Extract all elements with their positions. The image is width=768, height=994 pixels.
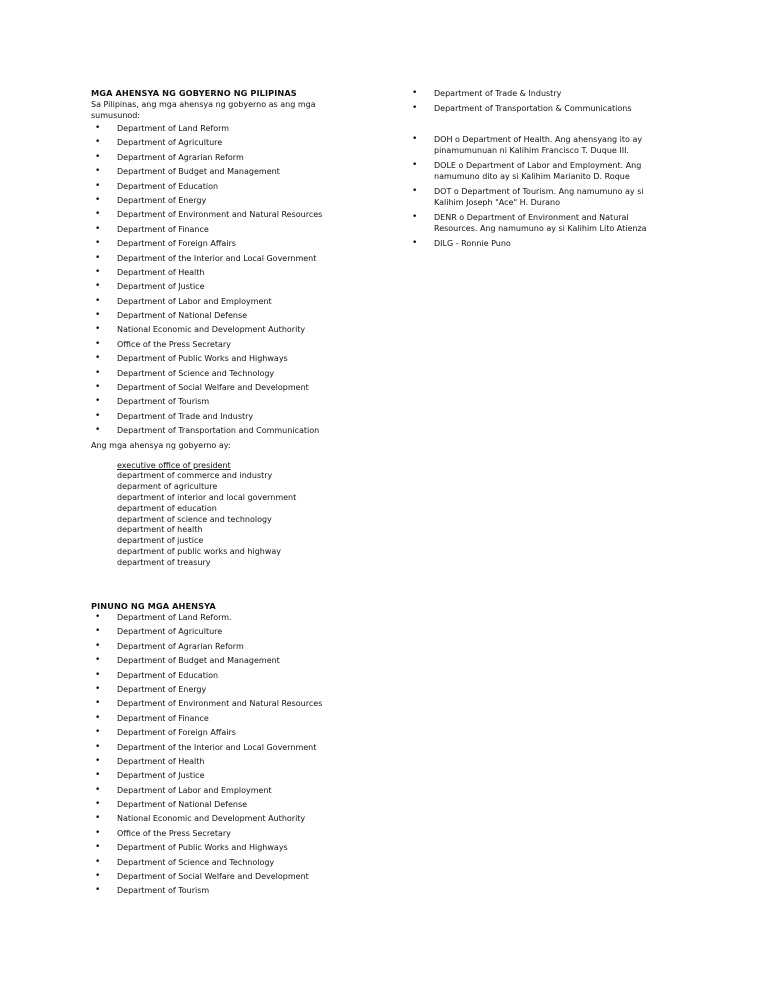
bullet-icon: • xyxy=(95,209,101,220)
list-item xyxy=(91,612,351,626)
bullet-icon: • xyxy=(95,266,101,277)
list-item xyxy=(91,310,351,324)
right-list-top xyxy=(408,88,668,114)
bullet-icon: • xyxy=(95,238,101,249)
bullet-icon: • xyxy=(95,410,101,421)
list-item xyxy=(408,212,668,234)
bullet-icon: • xyxy=(95,683,101,694)
list-item-label: Department of Social Welfare and Development xyxy=(117,383,309,393)
list-item xyxy=(91,296,351,310)
bullet-icon: • xyxy=(95,252,101,263)
bullet-icon: • xyxy=(95,784,101,795)
list-item xyxy=(91,857,351,871)
list-item xyxy=(91,224,351,238)
list-item-label: Department of National Defense xyxy=(117,800,248,810)
bullet-icon: • xyxy=(95,194,101,205)
list-item-label: Department of the Interior and Local Government xyxy=(117,253,317,263)
list-item xyxy=(91,195,351,209)
bullet-icon: • xyxy=(95,871,101,882)
list-item xyxy=(408,160,668,182)
list-item-label: Department of Finance xyxy=(117,224,209,234)
list-item-label: DOH o Department of Health. Ang ahensyang ito ay pinamumunuan ni Kalihim Francisco T. Duque III. xyxy=(434,135,643,155)
right-list-bottom xyxy=(408,134,668,249)
list-item xyxy=(91,396,351,410)
bullet-icon: • xyxy=(95,626,101,637)
section-heading: MGA AHENSYA NG GOBYERNO NG PILIPINAS xyxy=(91,88,297,98)
list-item-label: Department of Social Welfare and Development xyxy=(117,872,309,882)
bullet-icon: • xyxy=(95,842,101,853)
list-item xyxy=(91,324,351,338)
bullet-icon: • xyxy=(95,151,101,162)
bullet-icon: • xyxy=(95,813,101,824)
bullet-icon: • xyxy=(95,612,101,622)
list-item-label: Department of Science and Technology xyxy=(117,857,275,867)
list-item xyxy=(91,382,351,396)
bullet-icon: • xyxy=(95,827,101,838)
list-item xyxy=(91,238,351,252)
bullet-icon: • xyxy=(412,186,418,196)
bullet-icon: • xyxy=(95,640,101,651)
agency-list xyxy=(91,123,351,440)
list-item-label: Department of Budget and Management xyxy=(117,167,280,177)
spacer xyxy=(408,118,668,134)
plain-list-item: department of justice xyxy=(117,536,204,546)
plain-list-item: department of commerce and industry xyxy=(117,471,273,481)
bullet-icon: • xyxy=(95,367,101,378)
bullet-icon: • xyxy=(412,238,418,248)
bullet-icon: • xyxy=(95,856,101,867)
plain-list-item: deparment of agriculture xyxy=(117,482,218,492)
bullet-icon: • xyxy=(95,281,101,292)
list-item xyxy=(91,885,351,899)
list-item xyxy=(91,123,351,137)
list-item xyxy=(408,134,668,156)
list-item-label: Department of Energy xyxy=(117,684,207,694)
list-item xyxy=(91,626,351,640)
list-item-label: Department of Agrarian Reform xyxy=(117,152,244,162)
list-item xyxy=(91,281,351,295)
list-item xyxy=(91,670,351,684)
section-heading-leaders: PINUNO NG MGA AHENSYA xyxy=(91,601,216,611)
bullet-icon: • xyxy=(95,223,101,234)
bullet-icon: • xyxy=(95,727,101,738)
list-item-label: Department of Agriculture xyxy=(117,138,223,148)
list-item-label: Department of Foreign Affairs xyxy=(117,728,236,738)
bullet-icon: • xyxy=(95,799,101,810)
list-item xyxy=(91,713,351,727)
list-item-label: Department of Justice xyxy=(117,771,205,781)
list-item-label: Office of the Press Secretary xyxy=(117,828,231,838)
bullet-icon: • xyxy=(95,755,101,766)
plain-list-item: department of public works and highway xyxy=(117,546,282,556)
bullet-icon: • xyxy=(95,166,101,177)
list-item-label: National Economic and Development Authority xyxy=(117,814,306,824)
list-item-label: Department of the Interior and Local Government xyxy=(117,742,317,752)
list-item xyxy=(91,742,351,756)
bullet-icon: • xyxy=(412,160,418,170)
bullet-icon: • xyxy=(95,137,101,148)
list-item-label: Department of Trade & Industry xyxy=(434,89,562,98)
bullet-icon: • xyxy=(95,655,101,666)
list-item xyxy=(91,813,351,827)
list-item xyxy=(408,88,668,99)
plain-list-item: executive office of president xyxy=(117,460,231,470)
list-item xyxy=(91,655,351,669)
sub-intro-text: Ang mga ahensya ng gobyerno ay: xyxy=(91,440,231,450)
list-item xyxy=(91,756,351,770)
list-item-label: Department of Public Works and Highways xyxy=(117,354,288,364)
bullet-icon: • xyxy=(95,382,101,393)
bullet-icon: • xyxy=(95,353,101,364)
list-item-label: Department of Education xyxy=(117,670,219,680)
bullet-icon: • xyxy=(95,741,101,752)
bullet-icon: • xyxy=(95,396,101,407)
list-item-label: Department of Land Reform xyxy=(117,124,230,133)
list-item xyxy=(91,368,351,382)
list-item-label: Department of Science and Technology xyxy=(117,368,275,378)
list-item-label: Department of Environment and Natural Resources xyxy=(117,699,323,709)
bullet-icon: • xyxy=(412,88,418,98)
bullet-icon: • xyxy=(95,338,101,349)
list-item-label: Department of Finance xyxy=(117,713,209,723)
bullet-icon: • xyxy=(95,712,101,723)
list-item-label: Department of Public Works and Highways xyxy=(117,843,288,853)
list-item xyxy=(91,727,351,741)
list-item-label: Department of Energy xyxy=(117,195,207,205)
list-item-label: DENR o Department of Environment and Natural Resources. Ang namumuno ay si Kalihim Lito Atienza xyxy=(434,213,647,233)
list-item xyxy=(91,698,351,712)
list-item xyxy=(91,339,351,353)
leaders-section xyxy=(91,601,351,900)
list-item xyxy=(91,425,351,439)
bullet-icon: • xyxy=(95,425,101,436)
list-item xyxy=(91,871,351,885)
list-item-label: Department of Agrarian Reform xyxy=(117,641,244,651)
intro-text: Sa Pilipinas, ang mga ahensya ng gobyerno as ang mga sumusunod: xyxy=(91,100,316,120)
plain-list-item: department of health xyxy=(117,525,203,535)
list-item-label: Department of Trade and Industry xyxy=(117,411,254,421)
list-item-label: Department of Health xyxy=(117,756,205,766)
list-item xyxy=(408,103,668,114)
list-item xyxy=(91,684,351,698)
list-item-label: Department of Justice xyxy=(117,282,205,292)
list-item xyxy=(91,152,351,166)
list-item xyxy=(91,770,351,784)
list-item xyxy=(91,353,351,367)
list-item xyxy=(91,253,351,267)
list-item-label: Department of Environment and Natural Resources xyxy=(117,210,323,220)
list-item-label: Department of Education xyxy=(117,181,219,191)
bullet-icon: • xyxy=(95,324,101,335)
left-column xyxy=(91,88,351,569)
list-item-label: DOLE o Department of Labor and Employment. Ang namumuno dito ay si Kalihim Marianito D. Roque xyxy=(434,161,642,181)
list-item-label: Department of Tourism xyxy=(117,886,210,896)
plain-list-item: department of interior and local government xyxy=(117,492,297,502)
bullet-icon: • xyxy=(95,770,101,781)
list-item-label: National Economic and Development Authority xyxy=(117,325,306,335)
bullet-icon: • xyxy=(95,669,101,680)
list-item-label: Department of Transportation and Communication xyxy=(117,426,320,436)
list-item-label: DILG - Ronnie Puno xyxy=(434,239,511,248)
list-item-label: Department of Land Reform. xyxy=(117,613,232,622)
list-item xyxy=(91,181,351,195)
list-item-label: Office of the Press Secretary xyxy=(117,339,231,349)
bullet-icon: • xyxy=(95,885,101,896)
plain-list-item: department of treasury xyxy=(117,557,211,567)
plain-list-item: department of science and technology xyxy=(117,514,272,524)
list-item xyxy=(91,411,351,425)
list-item-label: Department of Health xyxy=(117,267,205,277)
list-item xyxy=(91,166,351,180)
list-item xyxy=(91,828,351,842)
bullet-icon: • xyxy=(95,698,101,709)
bullet-icon: • xyxy=(412,103,418,113)
list-item xyxy=(91,785,351,799)
list-item-label: Department of National Defense xyxy=(117,311,248,321)
list-item xyxy=(91,641,351,655)
bullet-icon: • xyxy=(412,212,418,222)
list-item-label: Department of Labor and Employment xyxy=(117,785,272,795)
plain-list-item: department of education xyxy=(117,503,217,513)
list-item xyxy=(408,238,668,249)
list-item-label: Department of Labor and Employment xyxy=(117,296,272,306)
list-item-label: DOT o Department of Tourism. Ang namumuno ay si Kalihim Joseph "Ace" H. Durano xyxy=(434,187,644,207)
list-item-label: Department of Foreign Affairs xyxy=(117,239,236,249)
leaders-agency-list xyxy=(91,612,351,900)
bullet-icon: • xyxy=(95,310,101,321)
list-item xyxy=(91,209,351,223)
bullet-icon: • xyxy=(95,180,101,191)
bullet-icon: • xyxy=(95,295,101,306)
list-item xyxy=(408,186,668,208)
list-item xyxy=(91,137,351,151)
list-item-label: Department of Tourism xyxy=(117,397,210,407)
right-column xyxy=(408,88,668,253)
plain-agency-list xyxy=(117,461,351,569)
list-item xyxy=(91,799,351,813)
bullet-icon: • xyxy=(95,123,101,133)
list-item-label: Department of Agriculture xyxy=(117,627,223,637)
list-item xyxy=(91,842,351,856)
list-item xyxy=(91,267,351,281)
list-item-label: Department of Transportation & Communications xyxy=(434,104,632,113)
bullet-icon: • xyxy=(412,134,418,144)
list-item-label: Department of Budget and Management xyxy=(117,656,280,666)
